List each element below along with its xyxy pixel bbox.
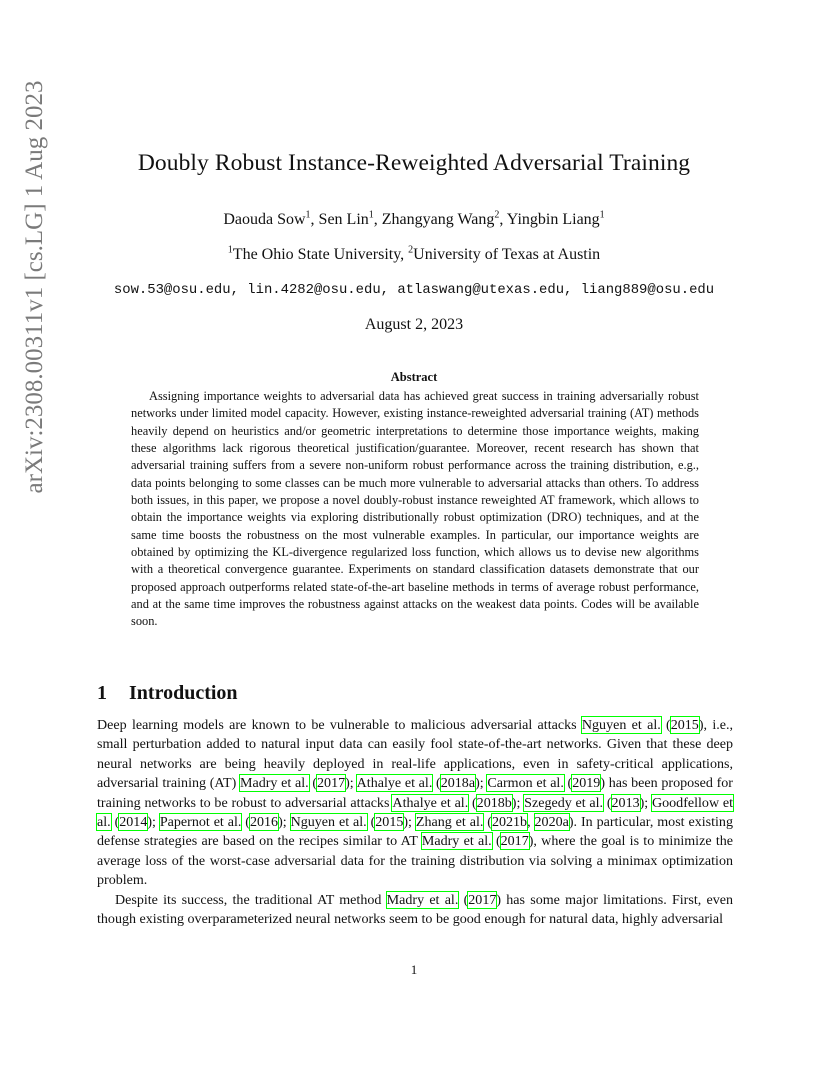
paragraph-text-run: ). In particular, most existing defense strategies are based on the recipes similar to AT [97, 814, 733, 850]
paragraph-text-run: ( [491, 833, 501, 850]
paper-title: Doubly Robust Instance-Reweighted Adversarial Training [137, 150, 691, 176]
section-title: Introduction [129, 682, 238, 704]
citation-link[interactable]: 2018b [476, 794, 512, 811]
citation-link[interactable]: 2019 [572, 775, 601, 792]
citation-link[interactable]: Madry et al. [239, 775, 309, 792]
paragraph-text-run: ( [432, 775, 441, 792]
paragraph-text-run: Deep learning models are known to be vulnerable to malicious adversarial attacks [97, 717, 582, 733]
paragraph-text-run: ); [511, 794, 525, 811]
abstract-text: Assigning importance weights to adversarial data has achieved great success in training adversarially robust networks under limited model capacity. However, existing instance-reweighted adversarial training (AT) methods heavily depend on heuristics and/or geometric interpretations to determine those importance weights, making these algorithms lack rigorous theoretical justification/guarantee. Moreover, recent research has shown that adversarial training suffers from a severe non-uniform robust performance across the training distribution, e.g., data points belonging to some classes can be much more vulnerable to adversarial attacks than others. To address both issues, in this paper, we propose a novel doubly-robust instance reweighted AT framework, which allows to obtain the importance weights via exploring distributionally robust optimization (DRO) techniques, and at the same time boosts the robustness on the most vulnerable examples. In particular, our importance weights are obtained by optimizing the KL-divergence regularized loss function, which allows us to devise new algorithms with a theoretical convergence guarantee. Experiments on standard classification datasets demonstrate that our proposed approach outperforms related state-of-the-art baseline methods in terms of average robust performance, and at the same time improves the robustness against attacks on the weakest data points. Codes will be available soon. [131, 389, 699, 629]
author-affiliation-mark: 1 [599, 209, 605, 221]
arxiv-identifier-stamp: arXiv:2308.00311v1 [cs.LG] 1 Aug 2023 [21, 80, 48, 494]
paragraph-text-run: ( [563, 775, 573, 792]
author-emails: sow.53@osu.edu, lin.4282@osu.edu, atlaswang@utexas.edu, liang889@osu.edu [113, 282, 715, 298]
citation-link[interactable]: 2013 [611, 794, 640, 811]
citation-link[interactable]: 2021b [491, 814, 528, 831]
paragraph-text-run: ); [475, 775, 488, 792]
paragraph-text-run: ); [639, 794, 652, 811]
abstract-heading: Abstract [390, 370, 438, 384]
author-list [0, 211, 828, 229]
paragraph-text-run: ( [468, 794, 477, 811]
citation-link[interactable]: Madry et al. [421, 833, 492, 850]
citation-link[interactable]: Athalye et al. [392, 794, 469, 811]
citation-link[interactable]: 2020a [534, 814, 569, 831]
citation-link[interactable]: 2017 [500, 833, 529, 850]
body-text [97, 716, 733, 929]
body-paragraph [97, 716, 733, 891]
author-name: Daouda Sow [223, 211, 306, 228]
paragraph-text-run: ( [483, 814, 492, 831]
paragraph-text-run: ( [110, 814, 120, 831]
citation-link[interactable]: 2018a [440, 775, 476, 792]
author-separator: , [373, 211, 382, 228]
paragraph-text-run: ), where the goal is to minimize the average loss of the worst-case adversarial data for the training distribution via solving a minimax optimization problem. [97, 833, 733, 889]
citation-link[interactable]: Papernot et al. [159, 814, 242, 831]
citation-link[interactable]: 2015 [670, 717, 699, 733]
affiliation-name: The Ohio State University [232, 246, 401, 263]
paragraph-text-run: ( [308, 775, 318, 792]
author-separator: , [499, 211, 507, 228]
body-paragraph [97, 891, 733, 930]
affiliation-line [0, 246, 828, 264]
paragraph-text-run: ), i.e., small perturbation added to natural input data can easily fool state-of-the-art networks. Given that these deep neural networks are being heavily deployed in real-life applications, even in safety-critical applications, adversarial training (AT) [97, 717, 733, 792]
section-number: 1 [97, 682, 107, 704]
citation-link[interactable]: Madry et al. [386, 891, 459, 908]
paragraph-text-run: ( [603, 794, 612, 811]
paragraph-text-run: ); [147, 814, 160, 831]
paragraph-text-run: ) has been proposed for training networks to be robust to adversarial attacks [97, 775, 733, 811]
citation-link[interactable]: Nguyen et al. [581, 717, 661, 733]
author-separator: , [310, 211, 319, 228]
paragraph-text-run: Despite its success, the traditional AT method [115, 891, 387, 908]
paragraph-text-run: ) has some major limitations. First, even though existing overparameterized neural networks seem to be good enough for natural data, highly adversarial [97, 891, 733, 928]
paragraph-text-run: ( [458, 891, 469, 908]
author-name: Zhangyang Wang [381, 211, 495, 228]
paragraph-text-run: ); [403, 814, 416, 831]
citation-link[interactable]: Goodfellow et al. [97, 794, 733, 831]
paragraph-text-run: ); [278, 814, 291, 831]
author-affiliation-mark: 2 [494, 209, 500, 221]
citation-link[interactable]: Zhang et al. [415, 814, 484, 831]
affiliation-mark: 2 [408, 244, 414, 256]
page-number: 1 [410, 962, 418, 977]
paragraph-text-run: ( [241, 814, 250, 831]
citation-link[interactable]: Athalye et al. [356, 775, 433, 792]
paragraph-text-run: ); [345, 775, 357, 792]
author-name: Sen Lin [318, 211, 369, 228]
citation-link[interactable]: 2016 [249, 814, 279, 831]
publication-date: August 2, 2023 [364, 316, 464, 333]
paragraph-text-run: ( [660, 717, 671, 733]
citation-link[interactable]: 2017 [317, 775, 346, 792]
paragraph-text-run: , [527, 814, 535, 831]
author-affiliation-mark: 1 [305, 209, 311, 221]
citation-link[interactable]: Szegedy et al. [524, 794, 604, 811]
affiliation-mark: 1 [227, 244, 233, 256]
citation-link[interactable]: 2017 [468, 891, 497, 908]
affiliation-separator: , [400, 246, 409, 263]
author-affiliation-mark: 1 [368, 209, 374, 221]
paragraph-text-run: ( [366, 814, 376, 831]
citation-link[interactable]: Carmon et al. [487, 775, 564, 792]
author-name: Yingbin Liang [506, 211, 600, 228]
citation-link[interactable]: 2015 [375, 814, 404, 831]
citation-link[interactable]: 2014 [119, 814, 148, 831]
citation-link[interactable]: Nguyen et al. [290, 814, 367, 831]
section-heading [97, 682, 238, 705]
affiliation-name: University of Texas at Austin [413, 246, 601, 263]
